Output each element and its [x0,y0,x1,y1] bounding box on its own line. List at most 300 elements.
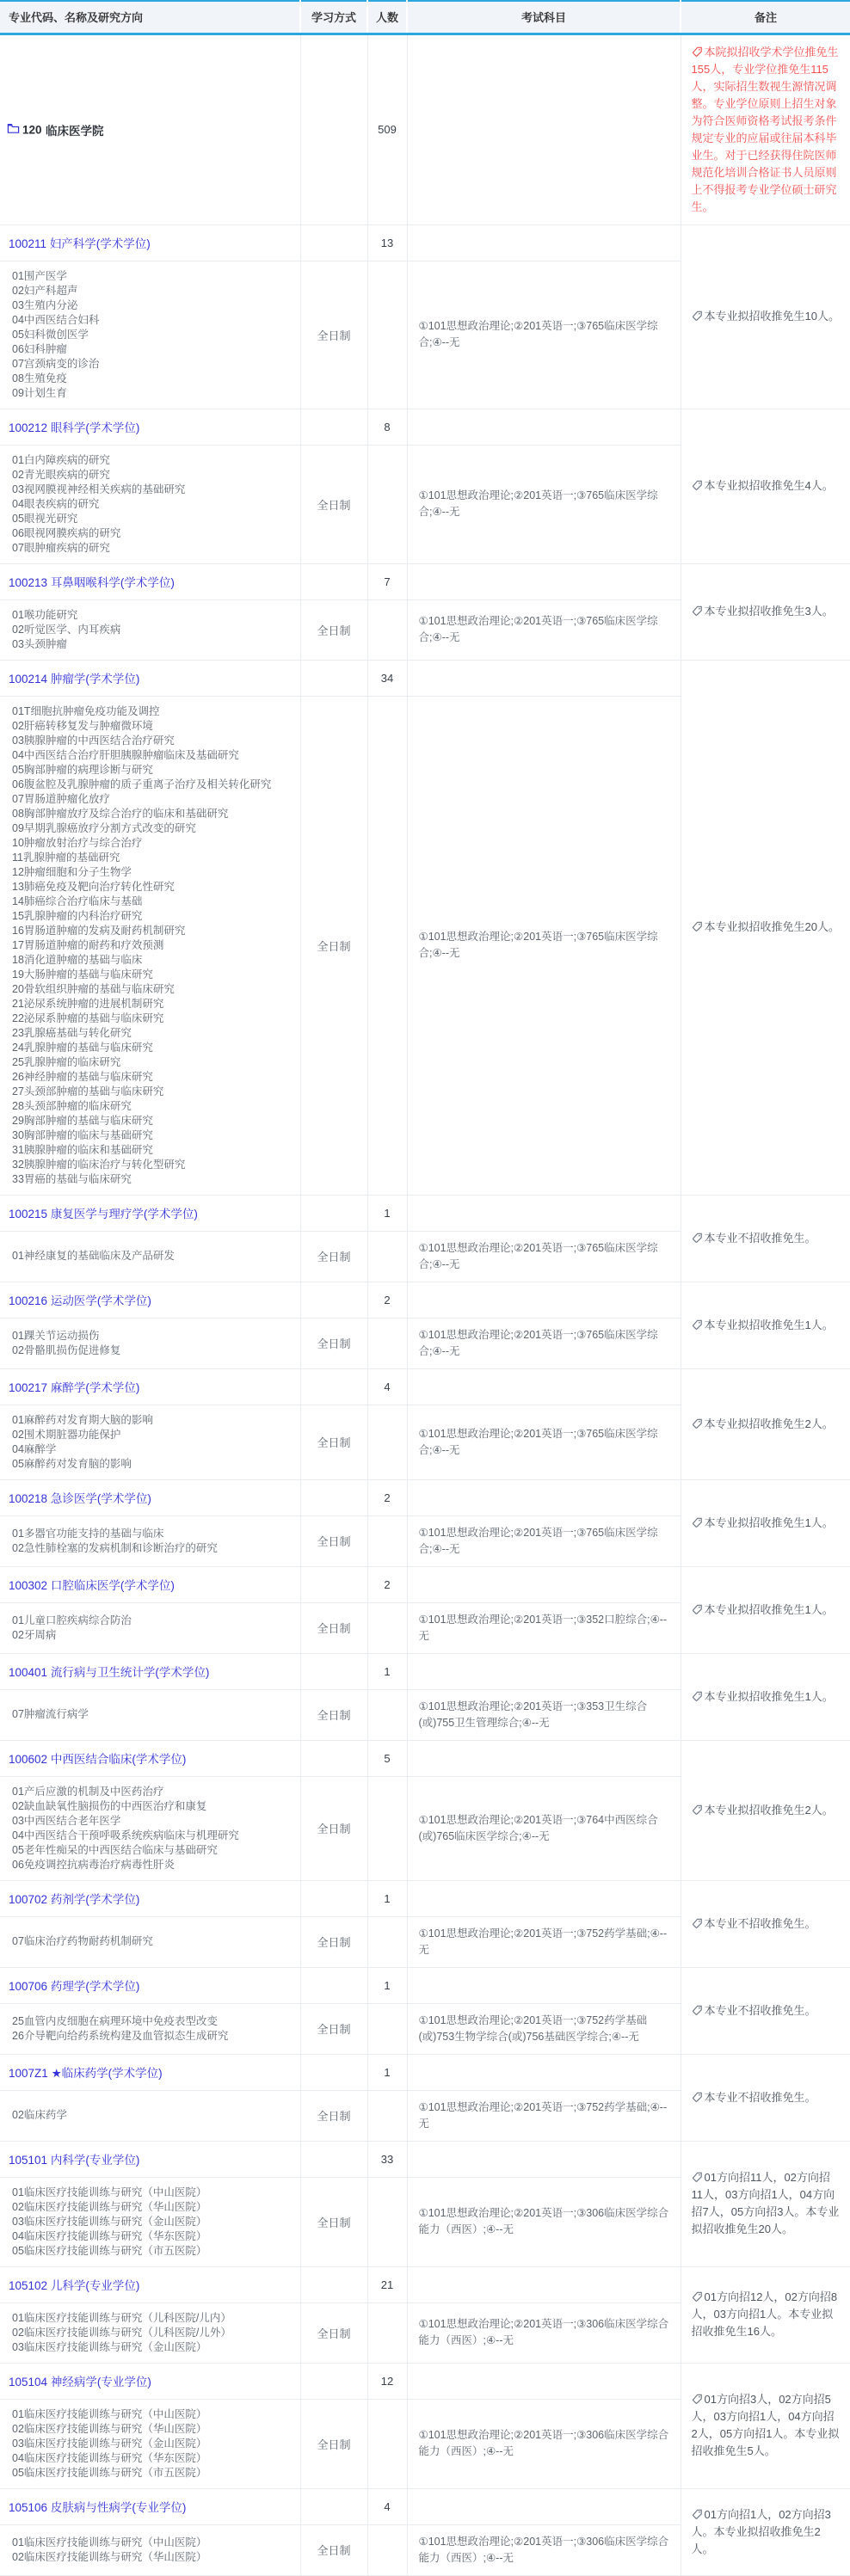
major-link[interactable] [9,2376,151,2388]
major-title-cell [0,2054,300,2090]
tag-icon [692,2172,703,2183]
research-direction: 02急性肺栓塞的发病机制和诊断治疗的研究 [12,1541,218,1554]
tag-icon [692,921,703,932]
research-direction: 24乳腺肿瘤的基础与临床研究 [12,1041,153,1054]
study-mode: 全日制 [300,261,367,409]
column-header-remarks: 备注 [681,1,850,34]
research-direction: 02围术期脏器功能保护 [12,1428,121,1441]
major-study-mode-cell [300,2054,367,2090]
major-code: 100706 [9,1979,48,1993]
research-direction: 03临床医疗技能训练与研究（金山医院） [12,2340,207,2353]
exam-subjects: ①101思想政治理论;②201英语一;③765临床医学综合;④--无 [407,1318,681,1368]
study-mode: 全日制 [300,2090,367,2141]
research-direction: 18消化道肿瘤的基础与临床 [12,953,143,966]
major-link[interactable] [9,1753,186,1766]
research-direction: 02缺血缺氧性脑损伤的中西医治疗和康复 [12,1799,207,1812]
major-title-cell [0,1967,300,2003]
research-direction: 01产后应激的机制及中医药治疗 [12,1785,164,1798]
exam-subjects: ①101思想政治理论;②201英语一;③765临床医学综合;④--无 [407,1231,681,1282]
table-body [0,34,850,2575]
research-direction: 02临床医疗技能训练与研究（华山医院） [12,2422,207,2435]
research-directions-cell [0,1916,300,1967]
research-direction: 01多器官功能支持的基础与临床 [12,1527,164,1540]
major-count: 2 [367,1479,407,1515]
college-name: 临床医学院 [45,124,104,138]
major-count: 1 [367,2054,407,2090]
exam-subjects: ①101思想政治理论;②201英语一;③765临床医学综合;④--无 [407,696,681,1195]
research-direction: 03生殖内分泌 [12,298,78,311]
major-study-mode-cell [300,224,367,261]
research-direction: 02牙周病 [12,1628,57,1641]
major-link[interactable] [9,2067,163,2080]
research-direction: 26介导靶向给药系统构建及血管拟态生成研究 [12,2029,229,2042]
major-exam-cell [407,2141,681,2177]
research-direction: 07胃肠道肿瘤化放疗 [12,792,110,805]
research-direction: 25血管内皮细胞在病理环境中免疫表型改变 [12,2014,218,2027]
major-count: 1 [367,1967,407,2003]
major-name: 麻醉学(学术学位) [50,1380,140,1394]
college-cell[interactable] [0,34,300,224]
research-direction: 01喉功能研究 [12,608,78,621]
major-exam-cell [407,409,681,445]
major-remark-text: 01方向招12人，02方向招8人，03方向招1人。本专业拟招收推免生16人。 [691,2290,838,2338]
tag-icon [692,1418,703,1429]
major-study-mode-cell [300,409,367,445]
major-title-cell [0,409,300,445]
major-code: 100211 [9,237,47,250]
study-mode: 全日制 [300,696,367,1195]
study-mode: 全日制 [300,1231,367,1282]
column-header-exam-subjects: 考试科目 [407,1,681,34]
major-count: 1 [367,1653,407,1689]
count-spacer-cell [367,1689,407,1740]
major-title-cell [0,224,300,261]
research-direction: 12肿瘤细胞和分子生物学 [12,865,132,878]
major-name: 药剂学(学术学位) [50,1892,140,1906]
research-direction: 03头颈肿瘤 [12,637,67,650]
major-exam-cell [407,660,681,696]
research-direction: 30胸部肿瘤的临床与基础研究 [12,1128,153,1141]
major-link[interactable] [9,1381,139,1394]
major-remark-text: 本专业拟招收推免生1人。 [704,1515,834,1529]
major-link[interactable] [9,1294,151,1307]
major-name: 药理学(学术学位) [50,1979,140,1993]
major-count: 4 [367,1368,407,1405]
research-directions-cell [0,1776,300,1880]
major-link[interactable] [9,673,139,685]
major-title-cell [0,1653,300,1689]
research-direction: 01围产医学 [12,269,67,282]
major-link[interactable] [9,1980,139,1993]
major-code: 100215 [9,1207,48,1220]
research-direction: 03临床医疗技能训练与研究（金山医院） [12,2215,207,2228]
major-count: 2 [367,1566,407,1602]
research-direction: 02听觉医学、内耳疾病 [12,623,121,636]
tag-icon [692,1233,703,1244]
major-exam-cell [407,2266,681,2302]
major-name: 中西医结合临床(学术学位) [50,1752,187,1766]
major-count: 7 [367,563,407,599]
major-count: 4 [367,2488,407,2524]
major-exam-cell [407,1740,681,1776]
major-code: 1007Z1 [9,2066,48,2080]
major-code: 100217 [9,1380,48,1394]
column-header-major: 专业代码、名称及研究方向 [0,1,300,34]
major-remark-text: 本专业不招收推免生。 [704,1231,816,1245]
major-header-row [0,224,850,261]
study-mode: 全日制 [300,1602,367,1653]
research-directions-cell [0,1602,300,1653]
research-direction: 01麻醉药对发育期大脑的影响 [12,1413,153,1426]
major-code: 100602 [9,1752,48,1766]
major-header-row [0,2266,850,2302]
research-direction: 22泌尿系肿瘤的基础与临床研究 [12,1011,164,1024]
tag-icon [692,1319,703,1331]
research-direction: 01T细胞抗肿瘤免疫功能及调控 [12,704,160,717]
major-link[interactable] [9,2501,186,2514]
tag-icon [692,2092,703,2103]
major-name: 急诊医学(学术学位) [50,1491,151,1505]
major-name: 内科学(专业学位) [50,2153,140,2167]
major-count: 8 [367,409,407,445]
major-code: 105102 [9,2278,48,2292]
count-spacer-cell [367,696,407,1195]
count-spacer-cell [367,445,407,563]
major-remark [681,1740,850,1880]
study-mode: 全日制 [300,1405,367,1479]
research-direction: 05妇科微创医学 [12,328,89,341]
research-direction: 02临床医疗技能训练与研究（儿科医院/儿外） [12,2326,231,2339]
major-count: 13 [367,224,407,261]
study-mode: 全日制 [300,1689,367,1740]
major-title-cell [0,1479,300,1515]
research-direction: 28头颈部肿瘤的临床研究 [12,1099,132,1112]
tag-icon [692,2291,703,2302]
major-study-mode-cell [300,660,367,696]
major-remark-text: 本专业拟招收推免生1人。 [704,1689,834,1703]
count-spacer-cell [367,1602,407,1653]
research-direction: 10肿瘤放射治疗与综合治疗 [12,836,143,849]
tag-icon [692,310,703,322]
research-direction: 04临床医疗技能训练与研究（华东医院） [12,2229,207,2242]
major-remark [681,1195,850,1282]
major-link[interactable] [9,1579,175,1592]
major-name: 妇产科学(学术学位) [49,237,151,250]
research-direction: 14肺癌综合治疗临床与基础 [12,895,143,907]
tag-icon [692,2005,703,2016]
major-header-row [0,2054,850,2090]
major-title-cell [0,1282,300,1318]
study-mode: 全日制 [300,1318,367,1368]
major-remark [681,224,850,409]
research-direction: 02临床药学 [12,2109,67,2121]
major-remark [681,660,850,1195]
major-header-row [0,1368,850,1405]
exam-subjects: ①101思想政治理论;②201英语一;③765临床医学综合;④--无 [407,1405,681,1479]
exam-subjects: ①101思想政治理论;②201英语一;③752药学基础;④--无 [407,2090,681,2141]
major-title-cell [0,2363,300,2399]
study-mode: 全日制 [300,2003,367,2054]
college-code: 120 [22,123,42,136]
research-direction: 09计划生育 [12,386,67,399]
major-link[interactable] [9,1666,209,1679]
major-exam-cell [407,1566,681,1602]
exam-subjects: ①101思想政治理论;②201英语一;③765临床医学综合;④--无 [407,261,681,409]
tag-icon [692,1804,703,1816]
major-title-cell [0,2266,300,2302]
tag-icon [692,2509,703,2520]
research-direction: 04眼表疾病的研究 [12,497,100,510]
major-name: 皮肤病与性病学(专业学位) [50,2500,187,2514]
research-direction: 01神经康复的基础临床及产品研发 [12,1250,175,1262]
research-directions-cell [0,2302,300,2363]
major-header-row [0,1653,850,1689]
major-header-row [0,1967,850,2003]
study-mode: 全日制 [300,1776,367,1880]
major-remark-text: 本专业拟招收推免生2人。 [704,1803,834,1817]
research-direction: 04中西医结合妇科 [12,313,100,326]
major-remark-text: 01方向招3人，02方向招5人，03方向招1人，04方向招2人，05方向招1人。本专业拟招收推免生5人。 [691,2393,840,2457]
exam-subjects: ①101思想政治理论;②201英语一;③765临床医学综合;④--无 [407,599,681,660]
major-exam-cell [407,2488,681,2524]
research-direction: 01临床医疗技能训练与研究（中山医院） [12,2407,207,2420]
major-name: 耳鼻咽喉科学(学术学位) [50,575,175,589]
major-remark-text: 本专业拟招收推免生10人。 [704,310,840,323]
research-direction: 01临床医疗技能训练与研究（儿科医院/儿内） [12,2311,231,2324]
research-direction: 02临床医疗技能训练与研究（华山医院） [12,2200,207,2213]
count-spacer-cell [367,2524,407,2575]
major-title-cell [0,660,300,696]
major-code: 105101 [9,2153,48,2167]
study-mode: 全日制 [300,1515,367,1566]
major-exam-cell [407,563,681,599]
research-directions-cell [0,445,300,563]
major-link[interactable] [9,421,139,434]
major-count: 33 [367,2141,407,2177]
research-directions-cell [0,599,300,660]
major-study-mode-cell [300,563,367,599]
research-direction: 20骨软组织肿瘤的基础与临床研究 [12,982,175,995]
research-direction: 19大肠肿瘤的基础与临床研究 [12,968,153,981]
folder-icon [7,122,20,135]
tag-icon [692,1918,703,1929]
college-remark-text: 本院拟招收学术学位推免生155人，专业学位推免生115人，实际招生数视生源情况调整。专业学位原则上招生对象为符合医师资格考试报考条件规定专业的应届或往届本科毕业生。对于已经获得住院医师规范化培训合格证书人员原则上不得报考专业学位硕士研究生。 [691,45,839,213]
research-directions-cell [0,1318,300,1368]
major-header-row [0,1740,850,1776]
tag-icon [692,606,703,617]
count-spacer-cell [367,1405,407,1479]
major-header-row [0,409,850,445]
research-direction: 02肝癌转移复发与肿瘤微环境 [12,719,153,732]
major-name: 口腔临床医学(学术学位) [50,1578,175,1592]
major-study-mode-cell [300,2141,367,2177]
major-remark [681,2141,850,2266]
major-study-mode-cell [300,1653,367,1689]
tag-icon [692,480,703,491]
major-link[interactable] [9,1208,198,1220]
major-link[interactable] [9,576,175,589]
major-study-mode-cell [300,1368,367,1405]
major-title-cell [0,2141,300,2177]
major-code: 100213 [9,575,48,589]
research-direction: 13肺癌免疫及靶向治疗转化性研究 [12,880,175,893]
major-code: 100216 [9,1294,48,1307]
research-direction: 06眼视网膜疾病的研究 [12,526,121,539]
research-direction: 03视网膜视神经相关疾病的基础研究 [12,483,186,495]
major-exam-cell [407,1195,681,1231]
research-direction: 05老年性痴呆的中西医结合临床与基础研究 [12,1843,218,1856]
major-title-cell [0,1880,300,1916]
major-title-cell [0,1566,300,1602]
research-direction: 07肿瘤流行病学 [12,1708,89,1720]
major-header-row [0,1195,850,1231]
major-code: 100302 [9,1578,48,1592]
major-study-mode-cell [300,1967,367,2003]
major-title-cell [0,1368,300,1405]
research-direction: 04中西医结合治疗肝胆胰腺肿瘤临床及基础研究 [12,748,239,761]
major-remark [681,1566,850,1653]
college-count: 509 [367,34,407,224]
research-direction: 05临床医疗技能训练与研究（市五医院） [12,2466,207,2479]
major-remark-text: 本专业拟招收推免生1人。 [704,1602,834,1616]
research-direction: 17胃肠道肿瘤的耐药和疗效预测 [12,938,164,951]
major-header-row [0,2363,850,2399]
major-exam-cell [407,1479,681,1515]
major-code: 100218 [9,1491,48,1505]
exam-subjects: ①101思想政治理论;②201英语一;③752药学基础;④--无 [407,1916,681,1967]
major-exam-cell [407,2363,681,2399]
major-name: 神经病学(专业学位) [50,2375,151,2388]
study-mode: 全日制 [300,2524,367,2575]
major-link[interactable] [9,1893,139,1906]
study-mode: 全日制 [300,2399,367,2488]
major-count: 1 [367,1195,407,1231]
major-header-row [0,2141,850,2177]
research-direction: 07临床治疗药物耐药机制研究 [12,1935,153,1947]
major-study-mode-cell [300,2488,367,2524]
study-mode: 全日制 [300,2302,367,2363]
research-direction: 02临床医疗技能训练与研究（华山医院） [12,2550,207,2563]
major-remark [681,1880,850,1967]
research-directions-cell [0,2524,300,2575]
column-header-study-mode: 学习方式 [300,1,367,34]
major-remark [681,1368,850,1479]
major-link[interactable] [9,2279,139,2292]
count-spacer-cell [367,1776,407,1880]
tag-icon [692,1604,703,1615]
major-remark-text: 01方向招1人，02方向招3人。本专业拟招收推免生2人。 [691,2507,831,2555]
research-direction: 09早期乳腺癌放疗分割方式改变的研究 [12,821,196,834]
major-exam-cell [407,1368,681,1405]
research-direction: 25乳腺肿瘤的临床研究 [12,1055,121,1068]
research-direction: 27头颈部肿瘤的基础与临床研究 [12,1085,164,1097]
major-link[interactable] [9,237,151,250]
research-directions-cell [0,1231,300,1282]
count-spacer-cell [367,2399,407,2488]
exam-subjects: ①101思想政治理论;②201英语一;③306临床医学综合能力（西医）;④--无 [407,2399,681,2488]
major-exam-cell [407,224,681,261]
count-spacer-cell [367,2090,407,2141]
major-exam-cell [407,1653,681,1689]
research-direction: 06妇科肿瘤 [12,342,67,355]
major-header-row [0,2488,850,2524]
major-link[interactable] [9,2154,139,2167]
major-remark-text: 本专业拟招收推免生20人。 [704,920,840,933]
count-spacer-cell [367,1515,407,1566]
major-study-mode-cell [300,1740,367,1776]
major-header-row [0,1479,850,1515]
research-direction: 01临床医疗技能训练与研究（中山医院） [12,2186,207,2198]
research-direction: 04麻醉学 [12,1442,57,1455]
major-remark [681,1967,850,2054]
research-direction: 03临床医疗技能训练与研究（金山医院） [12,2437,207,2450]
tag-icon [692,1517,703,1528]
major-name: 流行病与卫生统计学(学术学位) [50,1665,210,1679]
major-count: 12 [367,2363,407,2399]
research-direction: 06免疫调控抗病毒治疗病毒性肝炎 [12,1858,175,1871]
research-direction: 07宫颈病变的诊治 [12,357,100,370]
college-exam-cell [407,34,681,224]
count-spacer-cell [367,2302,407,2363]
research-direction: 07眼肿瘤疾病的研究 [12,541,110,554]
major-header-row [0,1880,850,1916]
major-remark [681,1653,850,1740]
college-remark [681,34,850,224]
research-direction: 05麻醉药对发育脑的影响 [12,1457,132,1470]
major-study-mode-cell [300,1195,367,1231]
major-study-mode-cell [300,1479,367,1515]
major-remark-text: 01方向招11人，02方向招11人，03方向招1人，04方向招7人，05方向招3人。本专业拟招收推免生20人。 [691,2171,840,2235]
research-direction: 08生殖免疫 [12,372,67,384]
major-title-cell [0,1195,300,1231]
research-direction: 05眼视光研究 [12,512,78,525]
research-direction: 29胸部肿瘤的基础与临床研究 [12,1114,153,1127]
major-title-cell [0,1740,300,1776]
research-direction: 02青光眼疾病的研究 [12,468,110,481]
exam-subjects: ①101思想政治理论;②201英语一;③352口腔综合;④--无 [407,1602,681,1653]
count-spacer-cell [367,1916,407,1967]
research-directions-cell [0,2177,300,2266]
research-direction: 05临床医疗技能训练与研究（市五医院） [12,2244,207,2257]
major-exam-cell [407,1880,681,1916]
major-link[interactable] [9,1492,151,1505]
major-exam-cell [407,1282,681,1318]
research-directions-cell [0,261,300,409]
exam-subjects: ①101思想政治理论;②201英语一;③306临床医学综合能力（西医）;④--无 [407,2302,681,2363]
major-name: 肿瘤学(学术学位) [50,672,140,685]
major-exam-cell [407,1967,681,2003]
major-remark-text: 本专业不招收推免生。 [704,2090,816,2104]
research-direction: 32胰腺肿瘤的临床治疗与转化型研究 [12,1158,186,1171]
exam-subjects: ①101思想政治理论;②201英语一;③765临床医学综合;④--无 [407,445,681,563]
major-remark-text: 本专业拟招收推免生3人。 [704,605,834,618]
college-row [0,34,850,224]
research-direction: 01儿童口腔疾病综合防治 [12,1614,132,1626]
major-header-row [0,563,850,599]
count-spacer-cell [367,2177,407,2266]
research-direction: 16胃肠道肿瘤的发病及耐药机制研究 [12,924,186,937]
major-study-mode-cell [300,2363,367,2399]
research-direction: 03中西医结合老年医学 [12,1814,121,1827]
major-remark-text: 本专业拟招收推免生4人。 [704,479,834,492]
major-study-mode-cell [300,1566,367,1602]
research-direction: 01踝关节运动损伤 [12,1329,100,1342]
column-header-count: 人数 [367,1,407,34]
major-code: 105104 [9,2375,48,2388]
major-remark-text: 本专业拟招收推免生1人。 [704,1318,834,1331]
major-remark [681,563,850,660]
research-directions-cell [0,2090,300,2141]
